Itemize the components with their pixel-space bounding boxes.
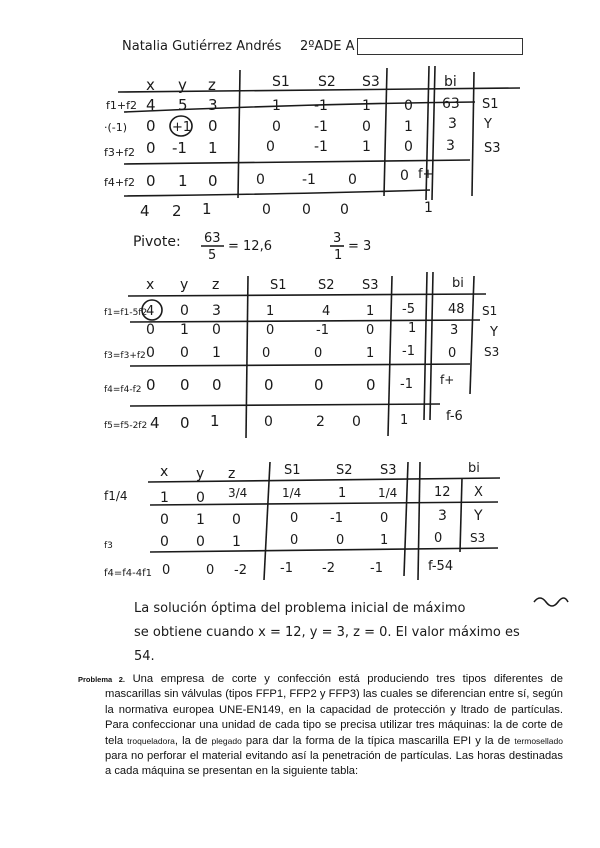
problem-statement — [78, 672, 563, 780]
t2-r5-c3: 1 — [210, 412, 220, 430]
t2-r3-c8: 0 — [448, 346, 457, 361]
t2-r1-c5: 4 — [322, 304, 331, 319]
tableau-2 — [104, 272, 499, 438]
t2-vline-1 — [246, 276, 248, 438]
t3-r4-c6: -1 — [370, 561, 383, 576]
t2-r5-c5: 2 — [316, 414, 325, 430]
t1-r3-c1: 0 — [146, 139, 156, 157]
t2-header-z: z — [212, 277, 220, 293]
t1-r2-c3: 0 — [208, 117, 218, 135]
t3-r1-c4: 1/4 — [282, 486, 302, 500]
t2-r1-c4: 1 — [266, 304, 275, 319]
t3-r2-c2: 1 — [196, 512, 205, 528]
t2-r5-c8: f-6 — [446, 409, 463, 424]
t2-row5-label: f5=f5-2f2 — [104, 421, 148, 431]
t1-r3-c9: S3 — [484, 141, 501, 156]
t2-r5-c2: 0 — [180, 414, 190, 432]
t3-r3-c6: 1 — [380, 533, 389, 548]
t3-r1-c8: X — [474, 485, 483, 500]
t3-r3-c8: S3 — [470, 531, 486, 545]
t1-row4-label: f4+f2 — [104, 176, 135, 189]
t2-r4-c3: 0 — [212, 376, 222, 394]
t3-r4-c4: -1 — [280, 561, 293, 576]
t3-header-z: z — [228, 466, 236, 482]
t2-r5-c4: 0 — [264, 414, 273, 430]
t1-r2-c9: Y — [484, 117, 492, 132]
t1-header-x: x — [146, 76, 155, 94]
t2-r2-c1: 0 — [146, 322, 155, 338]
problem-paragraph — [78, 672, 563, 780]
t2-r2-c2: 1 — [180, 322, 189, 338]
t2-r3-c4: 0 — [262, 346, 271, 361]
t2-row4-rule — [130, 404, 440, 406]
t2-header-s3: S3 — [362, 278, 379, 293]
t1-bottom-3: 1 — [202, 200, 212, 218]
t1-vline-1 — [238, 70, 240, 198]
t2-r2-c3: 0 — [212, 322, 221, 338]
t1-r4-c8: f+ — [418, 167, 434, 182]
t2-header-s2: S2 — [318, 278, 335, 293]
t2-r2-c7: 1 — [408, 321, 417, 336]
conclusion-line-3: 54. — [134, 649, 155, 664]
t2-header-y: y — [180, 277, 189, 293]
t3-r4-c1: 0 — [162, 563, 171, 578]
problem-line-3: la normativa europea UNE-EN149, en la capacidad de protección y ltrado de partículas. — [105, 703, 563, 716]
t3-row4-label: f4=f4-4f1 — [104, 568, 152, 579]
t1-r1-c5: -1 — [314, 98, 328, 114]
t2-r1-c1: 4 — [146, 304, 155, 319]
t3-vline-1 — [264, 462, 270, 580]
t1-r2-c5: -1 — [314, 119, 328, 135]
conclusion-line-1: La solución óptima del problema inicial de máximo — [134, 601, 466, 616]
t3-r1-c5: 1 — [338, 486, 347, 501]
t2-r4-c7: -1 — [400, 377, 413, 392]
pivot-computation — [133, 231, 371, 263]
student-course: 2ºADE A — [300, 39, 355, 54]
t2-r3-c1: 0 — [146, 345, 155, 361]
t1-r1-c7: 0 — [404, 98, 413, 114]
pivot-frac1-den: 5 — [208, 248, 217, 263]
t1-r2-c4: 0 — [272, 119, 281, 135]
t1-r4-c2: 1 — [178, 172, 188, 190]
t1-bottom-1: 4 — [140, 202, 150, 220]
t2-r4-c1: 0 — [146, 376, 156, 394]
t3-r2-c5: -1 — [330, 511, 343, 526]
t1-r4-c5: -1 — [302, 172, 316, 188]
t1-r3-c3: 1 — [208, 139, 218, 157]
t1-vline-2 — [384, 68, 387, 196]
t2-r5-c7: 1 — [400, 413, 409, 428]
pivot-frac1-num: 63 — [204, 231, 221, 246]
t2-row1-label: f1=f1-5f2 — [104, 308, 148, 318]
t1-r1-c9: S1 — [482, 97, 499, 112]
t1-row1-rule — [124, 102, 475, 112]
t1-vline-5 — [472, 72, 474, 196]
t1-row1-label: f1+f2 — [106, 99, 137, 112]
t1-bottom-5: 0 — [302, 202, 311, 218]
t1-header-bi: bi — [444, 74, 457, 90]
t1-header-s3: S3 — [362, 74, 380, 90]
problem-line-1: Una empresa de corte y confección está produciendo tres tipos diferentes de — [132, 673, 564, 685]
t3-r1-c2: 0 — [196, 490, 205, 506]
t1-r2-c6: 0 — [362, 119, 371, 135]
term-termosellado: termosellado — [514, 735, 563, 746]
t3-r1-c3: 3/4 — [228, 486, 248, 500]
t3-r3-c1: 0 — [160, 534, 169, 550]
t2-r2-c9: Y — [490, 325, 498, 340]
t2-r2-c5: -1 — [316, 323, 329, 338]
t1-r1-c1: 4 — [146, 96, 156, 114]
t2-r1-c9: S1 — [482, 304, 498, 318]
t3-r2-c7: 3 — [438, 508, 447, 524]
conclusion — [134, 598, 568, 664]
t2-r2-c6: 0 — [366, 323, 375, 338]
t1-r4-c3: 0 — [208, 172, 218, 190]
t1-r1-c8: 63 — [442, 96, 460, 112]
t1-r3-c2: -1 — [172, 139, 187, 157]
t2-header-s1: S1 — [270, 278, 287, 293]
problem-line-2: mascarillas sin válvulas (tipos FFP1, FFP2 y FFP3) las cuales se diferencian entre sí, según — [105, 688, 563, 701]
t1-header-y: y — [178, 76, 187, 94]
problem-line-5c: , la de — [174, 734, 212, 747]
t1-r1-c3: 3 — [208, 96, 218, 114]
problem-line-6b: para no perforar el material evitando así la penetración de partículas. Las — [105, 750, 474, 763]
t1-r2-c2: +1 — [172, 120, 192, 135]
t3-row1-label: f1/4 — [104, 489, 128, 503]
t2-r4-c2: 0 — [180, 376, 190, 394]
t3-r2-c6: 0 — [380, 511, 389, 526]
tableau-3 — [104, 461, 500, 580]
t3-r3-c3: 1 — [232, 534, 241, 550]
t1-r1-c4: 1 — [272, 98, 281, 114]
t1-r3-c4: 0 — [266, 139, 275, 155]
problem-line-4: Para confeccionar una unidad de cada tipo se precisa utilizar tres máquinas: la de corte — [105, 719, 547, 732]
t3-r2-c4: 0 — [290, 511, 299, 526]
problem-number: Problema 2. — [78, 675, 125, 684]
t2-r3-c7: -1 — [402, 344, 415, 359]
t3-header-s2: S2 — [336, 463, 353, 478]
t2-header-x: x — [146, 277, 155, 293]
problem-line-5a: de tela — [105, 719, 563, 747]
t3-r1-c6: 1/4 — [378, 486, 398, 500]
t1-r3-c8: 3 — [446, 138, 455, 154]
t2-header-bi: bi — [452, 276, 464, 291]
t3-header-y: y — [196, 466, 205, 482]
t3-header-s3: S3 — [380, 463, 397, 478]
t1-r2-c1: 0 — [146, 117, 156, 135]
redacted-box — [357, 38, 523, 55]
t1-r1-c6: 1 — [362, 98, 371, 114]
student-name: Natalia Gutiérrez Andrés — [122, 39, 282, 54]
t1-header-s1: S1 — [272, 74, 290, 90]
t1-header-z: z — [208, 76, 216, 94]
problem-line-7: horas destinadas a cada máquina se presentan en la siguiente tabla: — [105, 750, 563, 778]
t1-bottom-4: 0 — [262, 202, 271, 218]
t1-r3-c7: 0 — [404, 139, 413, 155]
pivot-frac2-num: 3 — [333, 231, 342, 246]
t2-r5-c6: 0 — [352, 414, 361, 430]
t2-r1-c6: 1 — [366, 304, 375, 319]
t1-r3-c6: 1 — [362, 139, 371, 155]
t2-r2-c8: 3 — [450, 323, 459, 338]
t2-r3-c9: S3 — [484, 345, 500, 359]
term-troqueladora: troqueladora — [127, 735, 175, 746]
t1-r2-c8: 3 — [448, 116, 457, 132]
t1-row2-label: ·(-1) — [104, 121, 128, 134]
t3-r4-c5: -2 — [322, 561, 335, 576]
t2-r1-c2: 0 — [180, 303, 189, 319]
conclusion-line-2: se obtiene cuando x = 12, y = 3, z = 0. El valor máximo es — [134, 625, 520, 640]
t2-r1-c8: 48 — [448, 302, 465, 317]
t2-r3-c3: 1 — [212, 345, 221, 361]
t3-vline-4 — [460, 478, 462, 552]
t1-r1-c2: 5 — [178, 96, 188, 114]
t1-r4-c7: 0 — [400, 168, 409, 184]
t2-r4-c6: 0 — [366, 376, 376, 394]
problem-line-5e: para dar la forma de la típica mascarilla EPI y la de — [241, 734, 511, 747]
t2-row3-rule — [130, 364, 470, 366]
t1-bottom-2: 2 — [172, 202, 182, 220]
t2-vline-2 — [388, 276, 392, 436]
t2-r3-c6: 1 — [366, 346, 375, 361]
pivot-result-1: = 12,6 — [228, 239, 272, 254]
t3-r1-c7: 12 — [434, 485, 451, 500]
t1-bottom-6: 0 — [340, 202, 349, 218]
pivot-frac2-den: 1 — [334, 248, 343, 263]
t1-row3-rule — [124, 160, 470, 164]
t1-r4-c4: 0 — [256, 172, 265, 188]
t3-header-bi: bi — [468, 461, 480, 476]
t1-bottom-7: 1 — [424, 200, 433, 216]
t3-r4-c2: 0 — [206, 563, 215, 578]
t3-r4-c3: -2 — [234, 563, 247, 578]
t2-r3-c5: 0 — [314, 346, 323, 361]
pivot-result-2: = 3 — [348, 239, 372, 254]
scribble-mark — [534, 598, 568, 606]
t3-r2-c1: 0 — [160, 512, 169, 528]
t2-row4-label: f4=f4-f2 — [104, 385, 142, 395]
t2-r4-c8: f+ — [440, 373, 455, 387]
t3-r2-c8: Y — [474, 508, 483, 524]
t2-r4-c5: 0 — [314, 376, 324, 394]
t3-r3-c5: 0 — [336, 533, 345, 548]
t2-r2-c4: 0 — [266, 323, 275, 338]
t2-r4-c4: 0 — [264, 376, 274, 394]
t2-r1-c3: 3 — [212, 303, 221, 319]
t1-row3-label: f3+f2 — [104, 146, 135, 159]
t2-r3-c2: 0 — [180, 345, 189, 361]
t2-r5-c1: 4 — [150, 414, 160, 432]
t3-r1-c1: 1 — [160, 490, 169, 506]
t3-header-s1: S1 — [284, 463, 301, 478]
t1-r4-c6: 0 — [348, 172, 357, 188]
t1-header-s2: S2 — [318, 74, 336, 90]
t3-r3-c2: 0 — [196, 534, 205, 550]
t3-r2-c3: 0 — [232, 512, 241, 528]
tableau-1 — [104, 66, 520, 220]
term-plegado: plegado — [211, 735, 242, 746]
t3-row3-label: f3 — [104, 541, 113, 551]
t2-row3-label: f3=f3+f2 — [104, 351, 146, 361]
t3-r3-c4: 0 — [290, 533, 299, 548]
t3-r4-c7: f-54 — [428, 559, 454, 574]
t1-r2-c7: 1 — [404, 119, 413, 135]
t1-r3-c5: -1 — [314, 139, 328, 155]
t1-r4-c1: 0 — [146, 172, 156, 190]
pivot-label: Pivote: — [133, 234, 181, 250]
t3-r3-c7: 0 — [434, 531, 443, 546]
t3-header-x: x — [160, 464, 169, 480]
t2-r1-c7: -5 — [402, 302, 415, 317]
